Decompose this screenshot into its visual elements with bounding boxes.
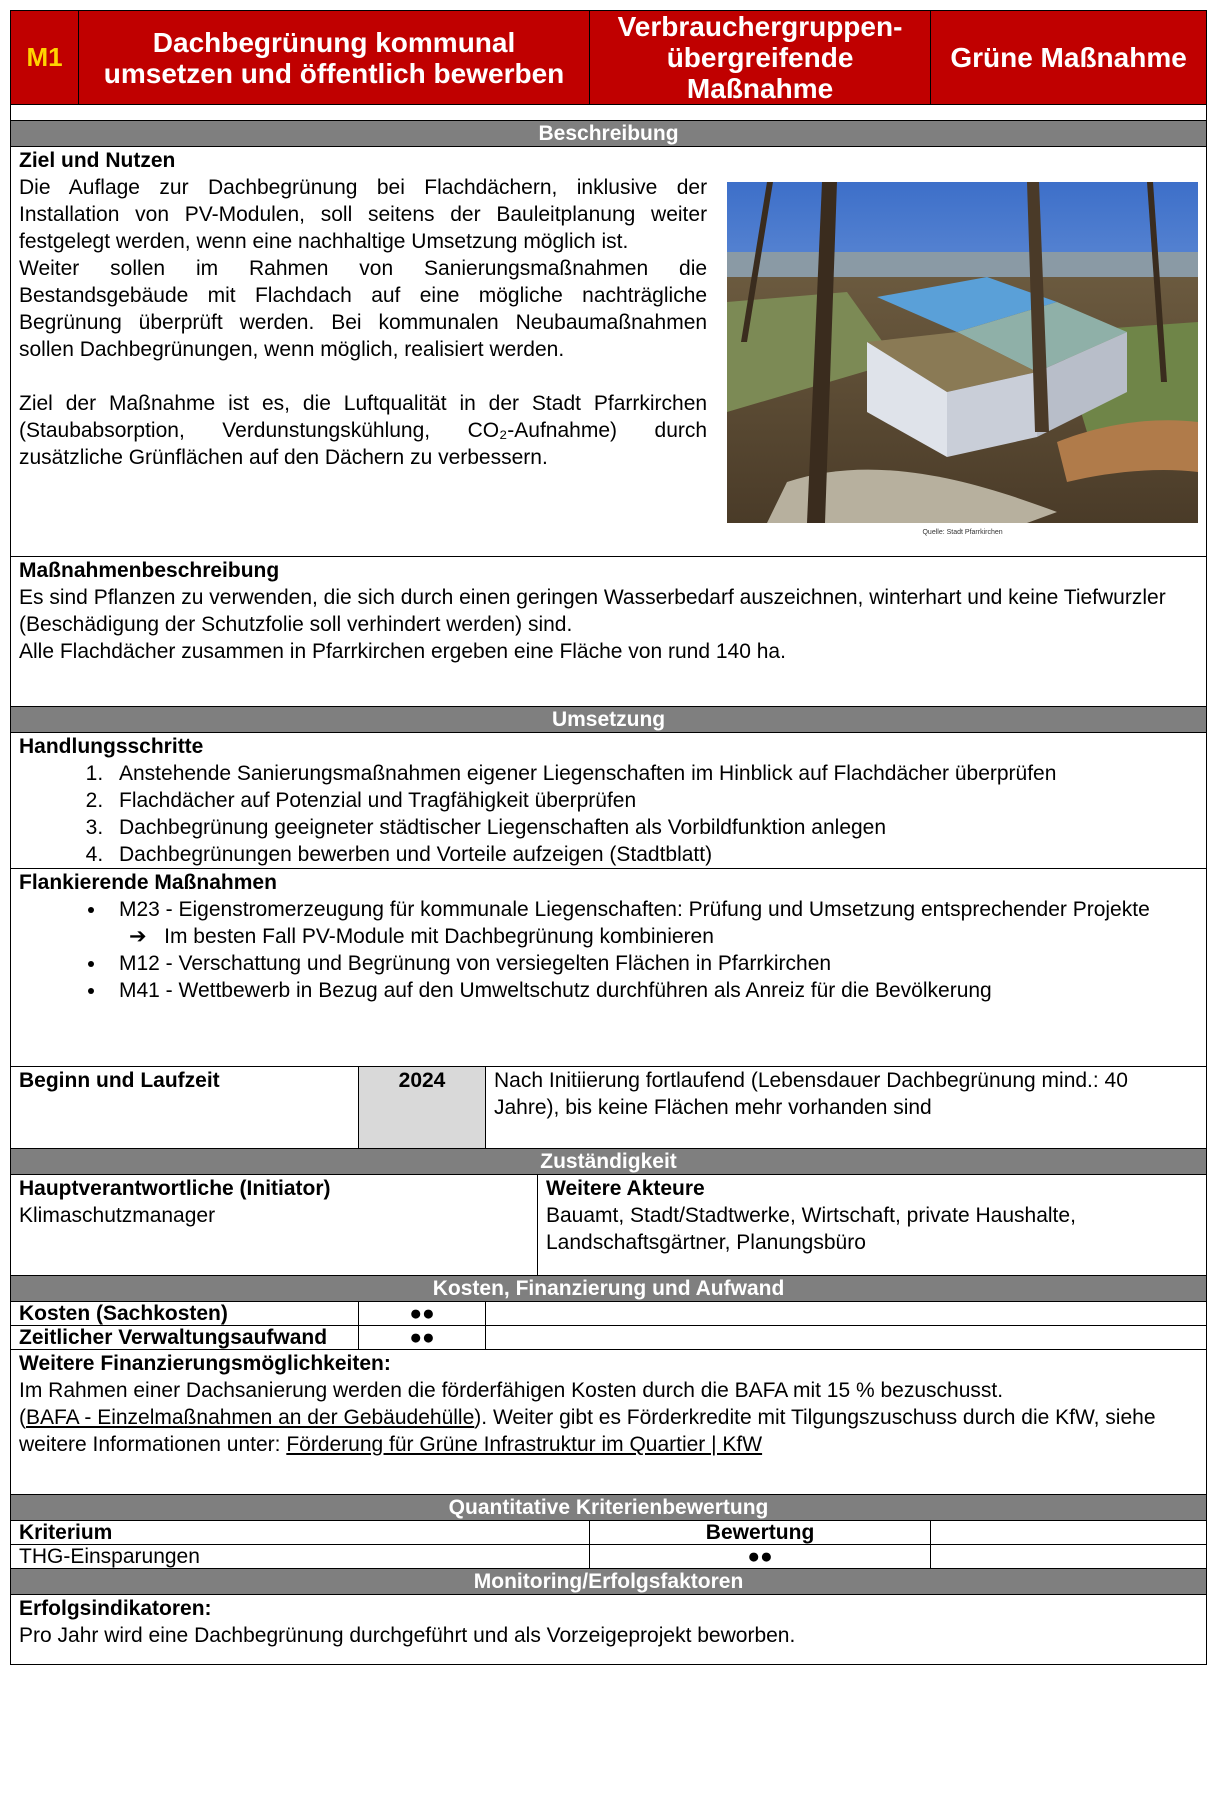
spacer-row	[11, 105, 1207, 121]
flank-heading: Flankierende Maßnahmen	[19, 871, 277, 894]
list-item: 2. Flachdächer auf Potenzial und Tragfähigkeit überprüfen	[109, 787, 1198, 814]
monitoring-row	[11, 1595, 1207, 1665]
kriterien-row	[11, 1545, 1207, 1569]
arrow-icon: ➔	[129, 925, 147, 948]
section-kriterien: Quantitative Kriterienbewertung	[11, 1495, 1207, 1521]
list-item: 1. Anstehende Sanierungsmaßnahmen eigener Liegenschaften im Hinblick auf Flachdächer überprüfen	[109, 760, 1198, 787]
aufwand-row	[11, 1326, 1207, 1350]
kriterien-head-row	[11, 1521, 1207, 1545]
finanzierung-text-1: Im Rahmen einer Dachsanierung werden die förderfähigen Kosten durch die BAFA mit 15 % bezuschusst.	[19, 1379, 1004, 1402]
steps-heading: Handlungsschritte	[19, 735, 204, 758]
green-roof-image	[727, 182, 1198, 523]
photo-source: Quelle: Stadt Pfarrkirchen	[922, 529, 1003, 536]
header-row	[11, 11, 1207, 105]
flank-arrow-text: Im besten Fall PV-Module mit Dachbegrünung kombinieren	[164, 925, 714, 948]
finanzierung-cell	[11, 1350, 1207, 1495]
list-item: 3. Dachbegrünung geeigneter städtischer Liegenschaften als Vorbildfunktion anlegen	[109, 814, 1198, 841]
finanzierung-row	[11, 1350, 1207, 1495]
finanzierung-text-2b: ). Weiter gibt es Förderkredite mit Tilgungszuschuss durch die KfW, siehe weitere Informationen unter:	[19, 1406, 1156, 1456]
kosten-label: Kosten (Sachkosten)	[11, 1302, 359, 1326]
section-zustaendigkeit: Zuständigkeit	[11, 1149, 1207, 1175]
aufwand-empty	[486, 1326, 1207, 1350]
massnahme-heading: Maßnahmenbeschreibung	[19, 559, 280, 582]
haupt-cell	[11, 1175, 538, 1276]
flank-row	[11, 869, 1207, 1067]
beginn-row	[11, 1067, 1207, 1149]
ziel-paragraph-1: Die Auflage zur Dachbegrünung bei Flachdächern, inklusive der Installation von PV-Modulen, soll seitens der Bauleitplanung weiter festgelegt werden, wenn eine nachhaltige Umsetzung möglich ist.	[19, 176, 708, 253]
massnahme-paragraph-2: Alle Flachdächer zusammen in Pfarrkirchen ergeben eine Fläche von rund 140 ha.	[19, 640, 786, 663]
measure-type: Grüne Maßnahme	[931, 11, 1207, 105]
thg-label: THG-Einsparungen	[11, 1545, 590, 1569]
ziel-heading: Ziel und Nutzen	[19, 149, 176, 172]
list-item: • M23 - Eigenstromerzeugung für kommunale Liegenschaften: Prüfung und Umsetzung entsprechender Projekte	[107, 896, 1198, 923]
massnahme-row	[11, 557, 1207, 707]
beginn-year: 2024	[359, 1067, 486, 1149]
beginn-label: Beginn und Laufzeit	[11, 1067, 359, 1149]
monitoring-cell	[11, 1595, 1207, 1665]
massnahme-cell	[11, 557, 1207, 707]
band-row	[11, 1276, 1207, 1302]
measure-sheet	[10, 10, 1206, 1665]
kriterien-empty	[931, 1521, 1207, 1545]
band-row	[11, 1149, 1207, 1175]
steps-cell	[11, 733, 1207, 869]
zustaendigkeit-row	[11, 1175, 1207, 1276]
weitere-value: Bauamt, Stadt/Stadtwerke, Wirtschaft, private Haushalte, Landschaftsgärtner, Planungsbüro	[546, 1204, 1076, 1254]
measure-id: M1	[11, 11, 79, 105]
massnahme-paragraph-1: Es sind Pflanzen zu verwenden, die sich durch einen geringen Wasserbedarf auszeichnen, winterhart und keine Tiefwurzler (Beschädigung der Schutzfolie soll verhindert werden) sind.	[19, 586, 1166, 636]
beginn-text: Nach Initiierung fortlaufend (Lebensdauer Dachbegrünung mind.: 40 Jahre), bis keine Flächen mehr vorhanden sind	[486, 1067, 1207, 1149]
band-row	[11, 1495, 1207, 1521]
section-beschreibung: Beschreibung	[11, 121, 1207, 147]
flank-list	[19, 950, 1198, 1004]
section-umsetzung: Umsetzung	[11, 707, 1207, 733]
finanzierung-text-2: (BAFA - Einzelmaßnahmen an der Gebäudehülle). Weiter gibt es Förderkredite mit Tilgungszuschuss durch die KfW, siehe weitere Informationen unter: Förderung für Grüne Infrastruktur im Quartier | KfW	[19, 1406, 1156, 1456]
thg-empty	[931, 1545, 1207, 1569]
band-row	[11, 121, 1207, 147]
section-monitoring: Monitoring/Erfolgsfaktoren	[11, 1569, 1207, 1595]
haupt-value: Klimaschutzmanager	[19, 1204, 216, 1227]
aufwand-rating: ●●	[359, 1326, 486, 1350]
measure-table	[10, 10, 1207, 1665]
thg-rating: ●●	[590, 1545, 931, 1569]
kriterium-header: Kriterium	[11, 1521, 590, 1545]
flank-arrow-line	[19, 923, 1198, 950]
bewertung-header: Bewertung	[590, 1521, 931, 1545]
haupt-heading: Hauptverantwortliche (Initiator)	[19, 1177, 331, 1200]
monitoring-heading: Erfolgsindikatoren:	[19, 1597, 212, 1620]
ziel-paragraph-3: Ziel der Maßnahme ist es, die Luftqualität in der Stadt Pfarrkirchen (Staubabsorption, Verdunstungskühlung, CO₂-Aufnahme) durch zusätzliche Grünflächen auf den Dächern zu verbessern.	[19, 392, 708, 469]
building-photo	[727, 182, 1198, 537]
band-row	[11, 1569, 1207, 1595]
finanzierung-heading: Weitere Finanzierungsmöglichkeiten:	[19, 1352, 391, 1375]
aufwand-label: Zeitlicher Verwaltungsaufwand	[11, 1326, 359, 1350]
weitere-cell	[538, 1175, 1207, 1276]
monitoring-text: Pro Jahr wird eine Dachbegrünung durchgeführt und als Vorzeigeprojekt beworben.	[19, 1624, 796, 1647]
section-kosten: Kosten, Finanzierung und Aufwand	[11, 1276, 1207, 1302]
flank-list	[19, 896, 1198, 923]
bafa-link[interactable]: BAFA - Einzelmaßnahmen an der Gebäudehülle	[26, 1406, 475, 1429]
ziel-cell	[11, 147, 1207, 557]
weitere-heading: Weitere Akteure	[546, 1177, 705, 1200]
steps-list	[19, 760, 1198, 868]
ziel-paragraph-2: Weiter sollen im Rahmen von Sanierungsmaßnahmen die Bestandsgebäude mit Flachdach auf eine mögliche nachträgliche Begrünung überprüft werden. Bei kommunalen Neubaumaßnahmen sollen Dachbegrünungen, wenn möglich, realisiert werden.	[19, 257, 708, 361]
ziel-row	[11, 147, 1207, 557]
measure-group: Verbrauchergruppen-übergreifende Maßnahme	[590, 11, 931, 105]
kfw-link[interactable]: Förderung für Grüne Infrastruktur im Quartier | KfW	[286, 1433, 763, 1456]
kosten-empty	[486, 1302, 1207, 1326]
kosten-rating: ●●	[359, 1302, 486, 1326]
list-item: • M41 - Wettbewerb in Bezug auf den Umweltschutz durchführen als Anreiz für die Bevölkerung	[107, 977, 1198, 1004]
list-item: • M12 - Verschattung und Begrünung von versiegelten Flächen in Pfarrkirchen	[107, 950, 1198, 977]
measure-title: Dachbegrünung kommunal umsetzen und öffentlich bewerben	[79, 11, 590, 105]
flank-cell	[11, 869, 1207, 1067]
band-row	[11, 707, 1207, 733]
steps-row	[11, 733, 1207, 869]
kosten-row	[11, 1302, 1207, 1326]
list-item: 4. Dachbegrünungen bewerben und Vorteile aufzeigen (Stadtblatt)	[109, 841, 1198, 868]
